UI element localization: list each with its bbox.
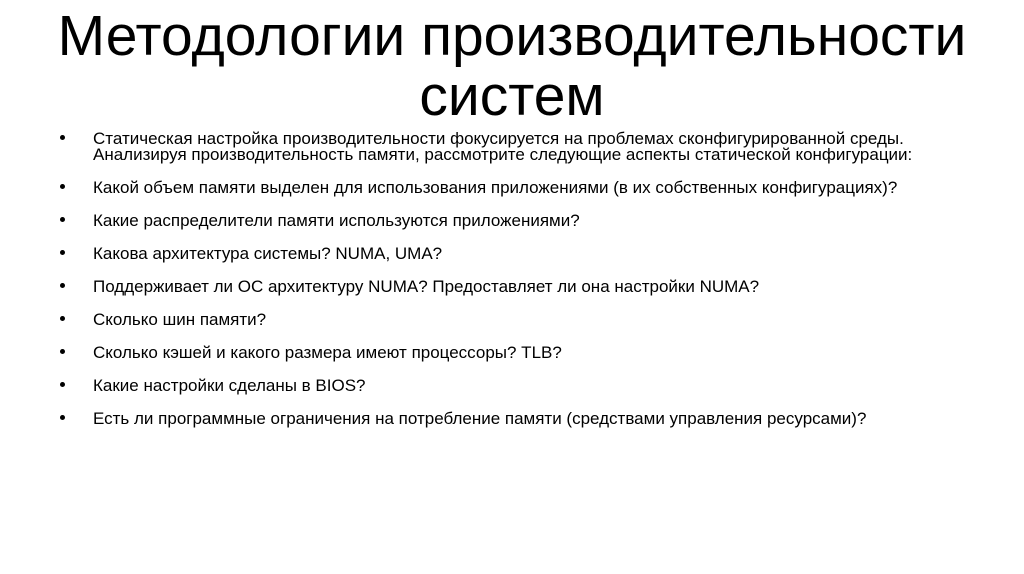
list-item [56,180,976,196]
list-item-text: Поддерживает ли ОС архитектуру NUMA? Предоставляет ли она настройки NUMA? [93,277,760,296]
list-item-text: Сколько кэшей и какого размера имеют процессоры? TLB? [93,343,562,362]
list-item-text: Какой объем памяти выделен для использования приложениями (в их собственных конфигурациях)? [93,178,898,197]
bullet-dot-icon [60,415,65,420]
bullet-dot-icon [60,135,65,140]
list-item [56,213,976,229]
list-item-text: Какова архитектура системы? NUMA, UMA? [93,244,443,263]
list-item-text: Какие настройки сделаны в BIOS? [93,376,366,395]
bullet-dot-icon [60,382,65,387]
bullet-dot-icon [60,217,65,222]
bullet-list [56,131,976,444]
bullet-dot-icon [60,283,65,288]
list-item [56,246,976,262]
list-item-text: Статическая настройка производительности фокусируется на проблемах сконфигурированной среды. Анализируя производительность памяти, рассмотрите следующие аспекты статической конфигурации: [93,129,913,164]
bullet-dot-icon [60,250,65,255]
bullet-dot-icon [60,349,65,354]
list-item-text: Есть ли программные ограничения на потребление памяти (средствами управления ресурсами)? [93,409,867,428]
slide-title: Методологии производительности систем [57,4,967,128]
list-item [56,378,976,394]
list-item [56,131,976,163]
list-item-text: Какие распределители памяти используются приложениями? [93,211,580,230]
list-item [56,411,976,427]
bullet-dot-icon [60,184,65,189]
list-item [56,279,976,295]
list-item-text: Сколько шин памяти? [93,310,267,329]
list-item [56,312,976,328]
bullet-dot-icon [60,316,65,321]
list-item [56,345,976,361]
